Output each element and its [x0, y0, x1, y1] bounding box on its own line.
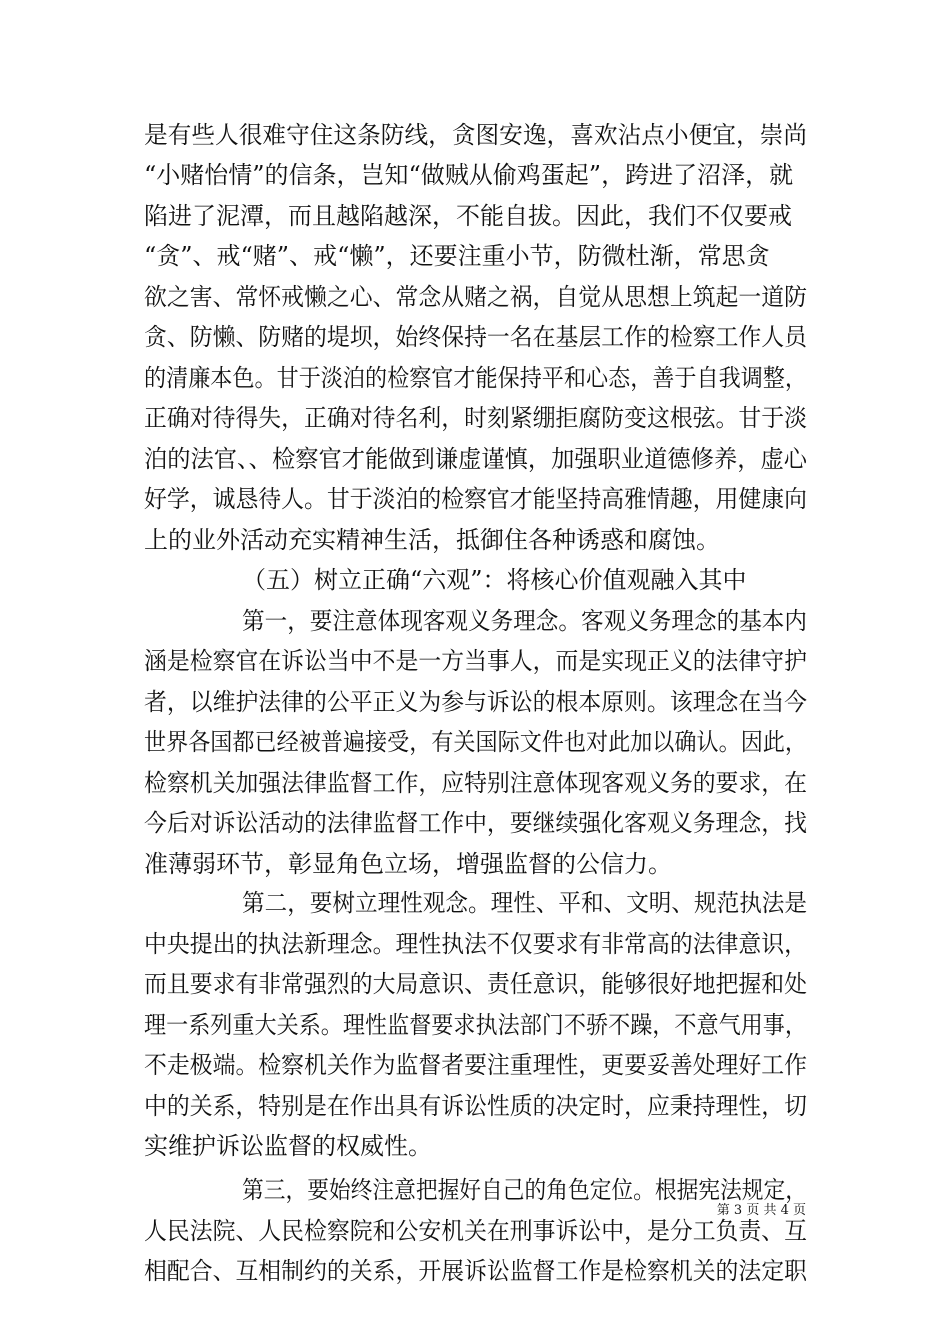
- text-line: [0, 1211, 950, 1251]
- text-line: [0, 236, 950, 276]
- text-line: [0, 398, 950, 438]
- page-number-footer: 第 3 页 共 4 页: [716, 1203, 806, 1218]
- text-line: [0, 277, 950, 317]
- text-line: [0, 964, 950, 1004]
- text-line: [0, 439, 950, 479]
- text-line-content: 第一，要注意体现客观义务理念。客观义务理念的基本内: [242, 607, 807, 635]
- text-line-content: 准薄弱环节，彰显角色立场，增强监督的公信力。: [144, 850, 672, 878]
- text-line: [0, 115, 950, 155]
- text-line: [0, 844, 950, 884]
- text-line-content: 人民法院、人民检察院和公安机关在刑事诉讼中，是分工负责、互: [144, 1217, 807, 1245]
- text-line-content: “贪”、戒“赌”、戒“懒”，还要注重小节，防微杜渐，常思贪: [144, 242, 770, 270]
- section-heading-text: （五）树立正确“六观”：将核心价值观融入其中: [242, 566, 747, 594]
- text-line-content: 相配合、互相制约的关系，开展诉讼监督工作是检察机关的法定职: [144, 1257, 807, 1285]
- text-line-content: 陷进了泥潭，而且越陷越深，不能自拔。因此，我们不仅要戒: [144, 202, 792, 230]
- text-line: [0, 520, 950, 560]
- text-line-content: 检察机关加强法律监督工作，应特别注意体现客观义务的要求，在: [144, 769, 807, 797]
- text-line-content: 正确对待得失，正确对待名利，时刻紧绷拒腐防变这根弦。甘于淡: [144, 404, 807, 432]
- section-heading: [0, 560, 950, 600]
- text-line-content: 泊的法官、、检察官才能做到谦虚谨慎，加强职业道德修养，虚心: [144, 445, 807, 473]
- text-line-content: 不走极端。检察机关作为监督者要注重理性，更要妥善处理好工作: [144, 1051, 807, 1079]
- text-line: [0, 317, 950, 357]
- text-line: [0, 722, 950, 762]
- paragraph-first-line: [0, 1170, 950, 1210]
- text-line: [0, 1126, 950, 1166]
- text-line-content: 第三，要始终注意把握好自己的角色定位。根据宪法规定，: [242, 1176, 807, 1204]
- text-line: [0, 358, 950, 398]
- paragraph-first-line: [0, 883, 950, 923]
- text-line: [0, 479, 950, 519]
- text-line-content: 是有些人很难守住这条防线，贪图安逸，喜欢沾点小便宜，崇尚: [144, 121, 807, 149]
- text-line-content: 今后对诉讼活动的法律监督工作中，要继续强化客观义务理念，找: [144, 809, 807, 837]
- text-line-content: 理一系列重大关系。理性监督要求执法部门不骄不躁，不意气用事，: [144, 1011, 807, 1039]
- text-line-content: 者，以维护法律的公平正义为参与诉讼的根本原则。该理念在当今: [144, 688, 807, 716]
- text-line: [0, 1045, 950, 1085]
- paragraph-first-line: [0, 601, 950, 641]
- text-line: [0, 682, 950, 722]
- text-line: [0, 924, 950, 964]
- text-line-content: 中的关系，特别是在作出具有诉讼性质的决定时，应秉持理性，切: [144, 1092, 807, 1120]
- text-line: [0, 803, 950, 843]
- text-line: [0, 641, 950, 681]
- text-line: [0, 1086, 950, 1126]
- text-line-content: 贪、防懒、防赌的堤坝，始终保持一名在基层工作的检察工作人员: [144, 323, 807, 351]
- text-line: [0, 1251, 950, 1291]
- text-line-content: “小赌怡情”的信条，岂知“做贼从偷鸡蛋起”，跨进了沼泽，就: [144, 161, 794, 189]
- text-line-content: 涵是检察官在诉讼当中不是一方当事人，而是实现正义的法律守护: [144, 647, 807, 675]
- text-line: [0, 196, 950, 236]
- text-line-content: 欲之害、常怀戒懒之心、常念从赌之祸，自觉从思想上筑起一道防: [144, 283, 807, 311]
- text-line-content: 的清廉本色。甘于淡泊的检察官才能保持平和心态，善于自我调整，: [144, 364, 807, 392]
- text-line-content: 中央提出的执法新理念。理性执法不仅要求有非常高的法律意识，: [144, 930, 807, 958]
- text-line: [0, 763, 950, 803]
- text-line-content: 而且要求有非常强烈的大局意识、责任意识，能够很好地把握和处: [144, 970, 807, 998]
- text-line-content: 好学，诚恳待人。甘于淡泊的检察官才能坚持高雅情趣，用健康向: [144, 485, 807, 513]
- text-line-content: 上的业外活动充实精神生活，抵御住各种诱惑和腐蚀。: [144, 526, 720, 554]
- text-line-content: 第二，要树立理性观念。理性、平和、文明、规范执法是: [242, 889, 807, 917]
- text-line-content: 实维护诉讼监督的权威性。: [144, 1132, 432, 1160]
- text-line: [0, 1005, 950, 1045]
- text-line-content: 世界各国都已经被普遍接受，有关国际文件也对此加以确认。因此，: [144, 728, 807, 756]
- text-line: [0, 155, 950, 195]
